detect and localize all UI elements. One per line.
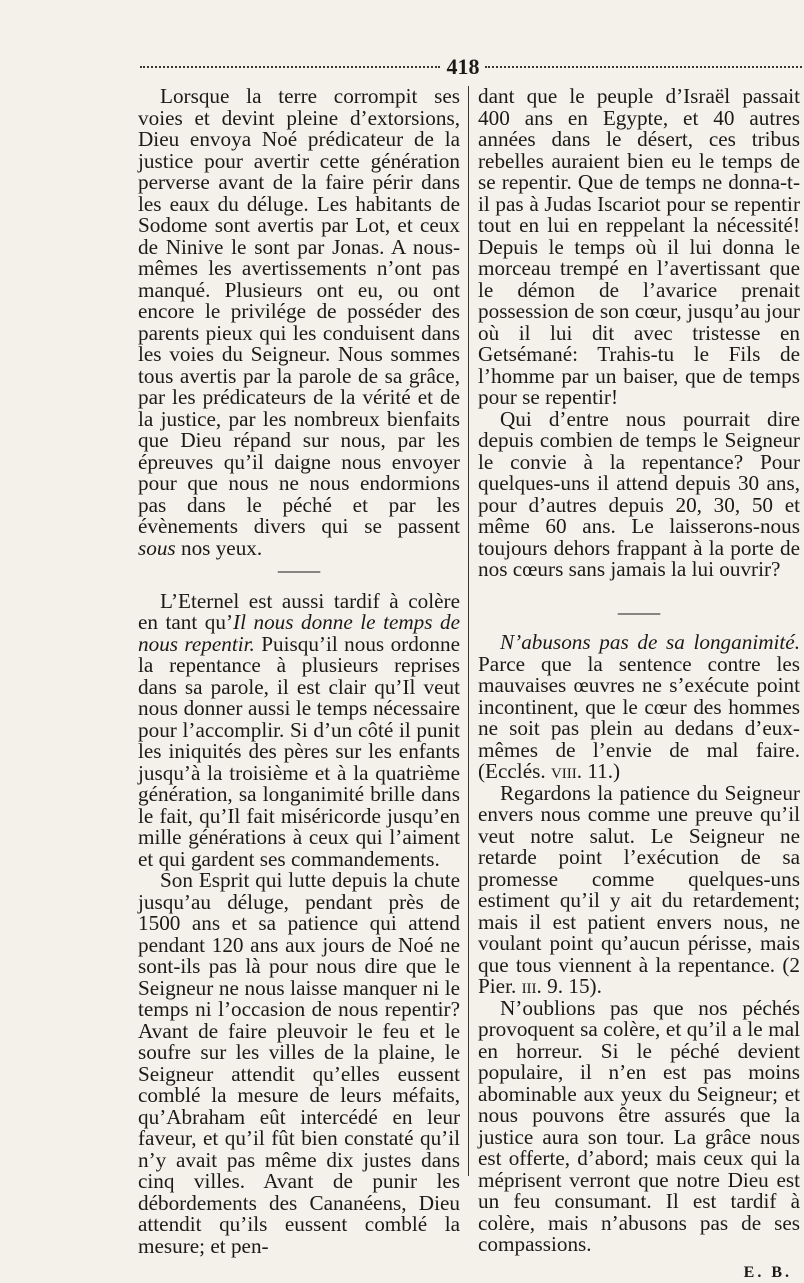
paragraph-text: L’Eternel est aussi tardif à colère en tant qu’ [138,589,460,635]
paragraph-noublions: N’oublions pas que nos péchés provoquent sa colère, et qu’il a le mal en horreur. Si le péché devient populaire, il n’en est pas moins abominable aux yeux du Seigneur; et nous pouvons être assurés que la justice aura son tour. La grâce nous est offerte, d’abord; mais ceux qui la méprisent verront que notre Dieu est un feu consumant. Il est tardif à colère, mais n’abusons pas de ses compassions. [478,998,800,1256]
paragraph-eternel [138,591,460,871]
paragraph-text-end: Puisqu’il nous ordonne la repentance à plusieurs reprises dans sa parole, il est clair qu’Il veut nous donner aussi le temps nécessaire pour l’accomplir. Si d’un côté il punit les iniquités des pères sur les enfants jusqu’à la troisième et à la quatrième génération, sa longanimité brille dans le fait, qu’Il fait miséricorde jusqu’en mille générations à ceux qui l’aiment et qui gardent ses commandements. [138,632,460,871]
section-separator: —— [478,602,800,624]
paragraph-esprit: Son Esprit qui lutte depuis la chute jusqu’au déluge, pendant près de 1500 ans et sa patience qui attend pendant 120 ans aux jours de Noé ne sont-ils pas là pour nous dire que le Seigneur ne nous laisse manquer ni le temps ni l’occasion de nous repentir? Avant de faire pleuvoir le feu et le soufre sur les villes de la plaine, le Seigneur attendit qu’elles eussent comblé la mesure de leurs méfaits, qu’Abraham eût intercédé en leur faveur, et qu’il fût bien constaté qu’il n’y avait pas même dix justes dans cinq villes. Avant de punir les débordements des Cananéens, Dieu attendit qu’ils eussent comblé la mesure; et pen- [138,870,460,1257]
page-header [140,52,802,82]
paragraph-text: Lorsque la terre corrompit ses voies et devint pleine d’extorsions, Dieu envoya Noé prédicateur de la justice pour avertir cette génération perverse avant de la faire périr dans les eaux du déluge. Les habitants de Sodome sont avertis par Lot, et ceux de Ninive le sont par Jonas. A nous-mêmes les avertissements n’ont pas manqué. Plusieurs ont eu, ou ont encore le privilége de posséder des parents pieux qui les conduisent dans les voies du Seigneur. Nous sommes tous avertis par la parole de sa grâce, par les prédicateurs de la vérité et de la justice, par les nombreux bienfaits que Dieu répand sur nous, par les épreuves qu’il daigne nous envoyer pour que nous ne nous endormions pas dans le péché et par les évènements divers qui se passent [138,84,460,538]
paragraph-text: Parce que la sentence contre les mauvaises œuvres ne s’exécute point incontinent, que le cœur des hommes ne soit pas plein au dedans d’eux-mêmes de l’envie de mal faire. (Ecclés. [478,652,800,784]
paragraph-regardons [478,783,800,998]
right-column [478,86,800,1283]
reference-chapter: viii. [551,759,582,783]
italic-text: Il nous donne le temps de nous repentir. [138,610,460,656]
header-ornament-right [485,66,802,68]
paragraph-text-end: nos yeux. [181,536,262,560]
section-separator: —— [138,560,460,582]
reference-chapter: iii. [522,974,542,998]
page-number: 418 [444,52,482,82]
paragraph-text: Regardons la patience du Seigneur envers nous comme une preuve qu’il veut notre salut. Le Seigneur ne retarde point l’exécution de sa promesse comme quelques-uns estiment qu’il y ait du retardement; mais il est patient envers nous, ne voulant point qu’aucun périsse, mais que tous viennent à la repentance. (2 Pier. [478,781,800,999]
left-column [138,86,460,1257]
reference-verse: 11.) [587,759,620,783]
reference-verse: 9. 15). [547,974,602,998]
paragraph-israel: dant que le peuple d’Israël passait 400 ans en Egypte, et 40 autres années dans le désert, ces tribus rebelles auraient bien eu le temps de se repentir. Que de temps ne donna-t-il pas à Judas Iscariot pour se repentir tout en lui en reppelant la nécessité! Depuis le temps où il lui donna le morceau trempé en l’avertissant que le démon de l’avarice prenait possession de son cœur, jusqu’au jour où il lui dit avec tristesse en Getsémané: Trahis-tu le Fils de l’homme par un baiser, que de temps pour se repentir! [478,86,800,409]
italic-heading: N’abusons pas de sa longanimité. [500,630,800,654]
paragraph-avertissements [138,86,460,559]
italic-text: sous [138,536,176,560]
paragraph-qui-dentre-nous: Qui d’entre nous pourrait dire depuis combien de temps le Seigneur le convie à la repentance? Pour quelques-uns il attend depuis 30 ans, pour d’autres depuis 20, 30, 50 et même 60 ans. Le laisserons-nous toujours dehors frappant à la porte de nos cœurs sans jamais la lui ouvrir? [478,409,800,581]
header-ornament-left [140,66,440,68]
paragraph-nabusons [478,632,800,783]
author-signature: E. B. [478,1262,800,1283]
column-divider [468,86,469,1176]
